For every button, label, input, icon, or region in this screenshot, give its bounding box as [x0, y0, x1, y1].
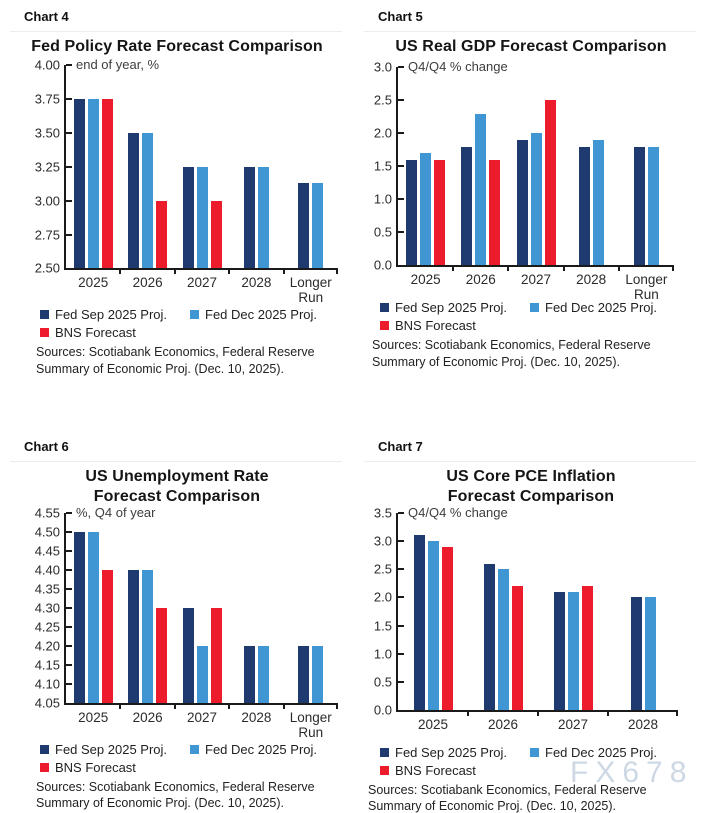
x-tick-label: 2027 — [520, 272, 551, 288]
chart5-panel — [354, 0, 708, 430]
y-tick-label: 3.0 — [373, 533, 392, 549]
chart6-sources — [36, 779, 354, 812]
legend-label: BNS Forecast — [395, 318, 476, 334]
sources-line1: Sources: Scotiabank Economics, Federal Reserve — [368, 782, 647, 797]
bar-fed_dec — [88, 532, 99, 703]
chart5-plot-area — [354, 59, 708, 303]
bar-fed_sep — [183, 608, 194, 703]
x-tick-label: Longer Run — [625, 272, 668, 303]
x-tick-mark — [676, 710, 678, 716]
y-tick-label: 4.45 — [34, 543, 60, 559]
bar-fed_dec — [645, 597, 656, 710]
bar-fed_dec — [312, 646, 323, 703]
plot-box — [64, 57, 338, 306]
y-axis-labels — [358, 59, 392, 273]
bar-fed_sep — [244, 167, 255, 269]
x-tick-label: Longer Run — [289, 709, 332, 740]
plot-box — [64, 504, 338, 740]
bar-bns — [582, 586, 593, 710]
legend-label: Fed Sep 2025 Proj. — [55, 307, 168, 323]
y-tick-mark — [66, 166, 72, 168]
chart7-tag: Chart 7 — [378, 439, 423, 454]
sources-line2: Summary of Economic Proj. (Dec. 10, 2025). — [372, 354, 621, 369]
legend-label: BNS Forecast — [55, 325, 136, 341]
y-tick-mark — [66, 607, 72, 609]
divider — [10, 31, 342, 32]
bar-fed_dec — [258, 167, 269, 269]
legend-item-bns — [40, 325, 136, 340]
bns-swatch-icon — [380, 321, 389, 330]
chart4-legend — [40, 307, 354, 340]
y-tick-label: 4.20 — [34, 638, 60, 654]
y-tick-label: 1.5 — [373, 618, 392, 633]
x-tick-mark — [618, 265, 620, 271]
y-tick-label: 2.0 — [373, 125, 392, 141]
y-tick-label: 3.75 — [34, 91, 60, 107]
chart6-tag: Chart 6 — [24, 439, 69, 454]
axis-unit-note: end of year, % — [76, 57, 160, 73]
bar-fed_dec — [142, 133, 153, 268]
sources-line1: Sources: Scotiabank Economics, Federal Reserve — [372, 338, 651, 353]
y-tick-label: 1.0 — [373, 191, 392, 207]
bar-fed_sep — [298, 646, 309, 703]
x-tick-mark — [452, 265, 454, 271]
sources-line1: Sources: Scotiabank Economics, Federal Reserve — [36, 779, 315, 794]
y-tick-label: 0.5 — [373, 674, 392, 690]
chart6-title-line1: US Unemployment Rate — [85, 468, 269, 485]
bar-fed_sep — [298, 183, 309, 268]
y-tick-mark — [398, 568, 404, 570]
x-tick-label: 2025 — [417, 716, 449, 732]
y-tick-mark — [398, 512, 404, 514]
chart5-tag: Chart 5 — [378, 9, 423, 24]
x-tick-label: 2026 — [465, 272, 496, 288]
bar-fed_sep — [244, 646, 255, 703]
x-tick-mark — [336, 703, 338, 709]
fed-sep-swatch-icon — [40, 310, 49, 319]
y-tick-mark — [398, 132, 404, 134]
y-axis-labels — [14, 57, 60, 276]
y-tick-label: 3.25 — [34, 159, 60, 175]
legend-row — [380, 300, 708, 315]
x-tick-mark — [228, 268, 230, 274]
bar-fed_dec — [475, 114, 486, 266]
bar-fed_sep — [128, 133, 139, 268]
bar-bns — [512, 586, 523, 710]
fed-dec-swatch-icon — [530, 303, 539, 312]
y-tick-label: 4.10 — [34, 676, 60, 692]
legend-row — [40, 760, 354, 775]
bar-fed_sep — [484, 564, 495, 710]
sources-line1: Sources: Scotiabank Economics, Federal Reserve — [36, 345, 315, 360]
legend-row — [380, 318, 708, 333]
y-tick-label: 4.35 — [34, 581, 60, 597]
y-tick-label: 4.15 — [34, 657, 60, 673]
y-tick-mark — [398, 540, 404, 542]
chart5-title-line1: US Real GDP Forecast Comparison — [395, 38, 667, 55]
legend-label: Fed Dec 2025 Proj. — [205, 741, 318, 757]
divider — [10, 461, 342, 462]
y-tick-mark — [398, 653, 404, 655]
bar-fed_sep — [554, 592, 565, 710]
axis-unit-note: %, Q4 of year — [76, 504, 156, 520]
bar-fed_sep — [74, 532, 85, 703]
x-tick-mark — [537, 710, 539, 716]
bar-fed_dec — [428, 541, 439, 710]
chart4-tag: Chart 4 — [24, 9, 69, 24]
bar-fed_sep — [634, 147, 645, 266]
y-tick-mark — [66, 550, 72, 552]
bar-fed_dec — [420, 153, 431, 265]
bar-fed_sep — [461, 147, 472, 266]
bns-swatch-icon — [40, 328, 49, 337]
plot-box — [396, 504, 678, 732]
bar-fed_dec — [531, 133, 542, 265]
legend-label: BNS Forecast — [395, 762, 476, 778]
bar-fed_dec — [568, 592, 579, 710]
y-tick-mark — [66, 200, 72, 202]
y-tick-label: 3.00 — [34, 193, 60, 209]
fed-dec-swatch-icon — [190, 745, 199, 754]
y-tick-label: 3.0 — [373, 59, 392, 75]
chart5-legend — [380, 300, 708, 333]
chart4-panel — [0, 0, 354, 430]
y-tick-mark — [66, 98, 72, 100]
y-tick-label: 3.5 — [373, 505, 392, 521]
bar-fed_dec — [648, 147, 659, 266]
y-axis-labels — [358, 505, 392, 718]
chart5-title — [354, 37, 708, 57]
y-tick-mark — [398, 66, 404, 68]
y-tick-label: 2.0 — [373, 589, 392, 605]
x-tick-label: 2028 — [576, 272, 607, 288]
bar-fed_sep — [74, 99, 85, 268]
fx678-watermark: FX678 — [570, 756, 694, 789]
y-tick-mark — [66, 645, 72, 647]
bar-bns — [211, 608, 222, 703]
legend-label: Fed Sep 2025 Proj. — [395, 300, 508, 316]
y-tick-mark — [66, 132, 72, 134]
x-tick-mark — [672, 265, 674, 271]
x-tick-mark — [507, 265, 509, 271]
y-tick-label: 3.50 — [34, 125, 60, 141]
x-tick-label: 2027 — [186, 709, 218, 725]
x-tick-label: 2027 — [186, 275, 218, 291]
fed-sep-swatch-icon — [40, 745, 49, 754]
bar-fed_dec — [197, 646, 208, 703]
y-tick-mark — [398, 596, 404, 598]
chart6-title-line2: Forecast Comparison — [93, 488, 261, 506]
y-tick-mark — [398, 681, 404, 683]
y-axis-labels — [14, 505, 60, 711]
bar-fed_sep — [128, 570, 139, 703]
y-tick-label: 2.5 — [373, 92, 392, 108]
bar-fed_dec — [88, 99, 99, 268]
y-tick-mark — [398, 231, 404, 233]
chart6-panel — [0, 430, 354, 813]
x-tick-label: 2026 — [132, 709, 163, 725]
chart6-legend — [40, 742, 354, 775]
y-tick-label: 4.30 — [34, 600, 60, 616]
x-tick-label: 2027 — [557, 716, 589, 732]
x-tick-label: 2026 — [132, 275, 163, 291]
chart7-title-line2: Forecast Comparison — [447, 488, 615, 506]
y-tick-mark — [66, 626, 72, 628]
bar-fed_dec — [312, 183, 323, 268]
x-tick-mark — [467, 710, 469, 716]
plot-box — [396, 59, 674, 303]
axis-unit-note: Q4/Q4 % change — [408, 504, 508, 520]
legend-label: Fed Dec 2025 Proj. — [545, 300, 658, 316]
legend-label: Fed Dec 2025 Proj. — [205, 307, 318, 323]
y-tick-label: 0.0 — [373, 702, 392, 718]
bar-fed_sep — [517, 140, 528, 265]
y-tick-label: 2.5 — [373, 561, 392, 577]
y-tick-label: 1.5 — [373, 158, 392, 174]
chart4-title — [0, 37, 354, 57]
bar-bns — [442, 547, 453, 710]
x-tick-label: 2025 — [78, 275, 109, 291]
x-tick-mark — [174, 268, 176, 274]
y-tick-label: 4.05 — [34, 695, 60, 711]
legend-item-fed-sep — [380, 300, 530, 315]
bar-bns — [102, 570, 113, 703]
x-tick-mark — [563, 265, 565, 271]
fed-dec-swatch-icon — [190, 310, 199, 319]
sources-line2: Summary of Economic Proj. (Dec. 10, 2025). — [36, 361, 285, 376]
fed-sep-swatch-icon — [380, 748, 389, 757]
y-tick-mark — [398, 165, 404, 167]
x-tick-label: 2028 — [627, 716, 659, 732]
y-tick-label: 4.25 — [34, 619, 60, 635]
chart4-sources — [36, 344, 354, 377]
bar-fed_sep — [414, 535, 425, 709]
chart7-title-line1: US Core PCE Inflation — [446, 468, 616, 485]
x-tick-label: Longer Run — [289, 275, 332, 306]
bar-bns — [211, 201, 222, 269]
chart4-plot-area — [0, 57, 354, 306]
legend-item-fed-sep — [40, 307, 190, 322]
chart6-plot-area — [0, 504, 354, 740]
x-tick-mark — [336, 268, 338, 274]
legend-item-fed-dec — [190, 307, 317, 322]
fed-sep-swatch-icon — [380, 303, 389, 312]
legend-label: Fed Sep 2025 Proj. — [395, 744, 508, 760]
legend-item-fed-dec — [190, 742, 317, 757]
sources-line2: Summary of Economic Proj. (Dec. 10, 2025). — [368, 799, 617, 813]
legend-item-bns — [380, 763, 476, 778]
bar-bns — [489, 160, 500, 266]
x-tick-label: 2028 — [241, 275, 272, 291]
axis-unit-note: Q4/Q4 % change — [408, 59, 508, 75]
bns-swatch-icon — [380, 766, 389, 775]
legend-row — [40, 325, 354, 340]
bar-fed_sep — [631, 597, 642, 710]
bar-fed_dec — [593, 140, 604, 265]
x-tick-mark — [283, 703, 285, 709]
bar-fed_dec — [258, 646, 269, 703]
bar-fed_sep — [406, 160, 417, 266]
y-tick-mark — [66, 234, 72, 236]
bar-fed_dec — [142, 570, 153, 703]
legend-item-fed-dec — [530, 300, 657, 315]
bar-fed_sep — [579, 147, 590, 266]
x-tick-mark — [119, 703, 121, 709]
y-tick-label: 4.50 — [34, 524, 60, 540]
x-tick-label: 2026 — [487, 716, 519, 732]
chart5-sources — [372, 337, 708, 370]
x-tick-mark — [119, 268, 121, 274]
x-tick-mark — [174, 703, 176, 709]
x-tick-label: 2028 — [241, 709, 272, 725]
x-tick-label: 2025 — [410, 272, 441, 288]
y-tick-mark — [398, 625, 404, 627]
legend-label: Fed Dec 2025 Proj. — [545, 744, 658, 760]
y-tick-mark — [398, 99, 404, 101]
divider — [364, 31, 696, 32]
bar-bns — [156, 201, 167, 269]
bns-swatch-icon — [40, 763, 49, 772]
y-tick-mark — [66, 664, 72, 666]
bar-fed_dec — [197, 167, 208, 269]
y-tick-label: 2.50 — [34, 260, 60, 276]
y-tick-label: 0.5 — [373, 224, 392, 240]
y-tick-mark — [66, 64, 72, 66]
legend-item-fed-sep — [380, 745, 530, 760]
y-tick-label: 1.0 — [373, 646, 392, 662]
bar-bns — [545, 100, 556, 265]
bar-bns — [102, 99, 113, 268]
chart4-title-line1: Fed Policy Rate Forecast Comparison — [31, 38, 323, 55]
x-tick-label: 2025 — [78, 709, 109, 725]
chart6-title — [0, 467, 354, 508]
y-tick-label: 4.55 — [34, 505, 60, 521]
bar-fed_dec — [498, 569, 509, 710]
sources-line2: Summary of Economic Proj. (Dec. 10, 2025). — [36, 796, 285, 811]
bar-bns — [156, 608, 167, 703]
y-tick-mark — [66, 683, 72, 685]
y-tick-label: 4.40 — [34, 562, 60, 578]
fed-dec-swatch-icon — [530, 748, 539, 757]
y-tick-label: 2.75 — [34, 227, 60, 243]
x-tick-mark — [228, 703, 230, 709]
y-tick-label: 4.00 — [34, 57, 60, 73]
chart7-plot-area — [354, 504, 708, 742]
y-tick-mark — [398, 198, 404, 200]
legend-row — [40, 742, 354, 757]
legend-item-bns — [380, 318, 476, 333]
y-tick-label: 0.0 — [373, 257, 392, 273]
divider — [364, 461, 696, 462]
bar-fed_sep — [183, 167, 194, 269]
bar-bns — [434, 160, 445, 266]
legend-label: BNS Forecast — [55, 759, 136, 775]
legend-item-bns — [40, 760, 136, 775]
y-tick-mark — [66, 531, 72, 533]
x-tick-mark — [283, 268, 285, 274]
y-tick-mark — [66, 569, 72, 571]
x-tick-mark — [607, 710, 609, 716]
legend-item-fed-sep — [40, 742, 190, 757]
y-tick-mark — [66, 512, 72, 514]
chart7-title — [354, 467, 708, 508]
legend-row — [40, 307, 354, 322]
y-tick-mark — [66, 588, 72, 590]
legend-label: Fed Sep 2025 Proj. — [55, 741, 168, 757]
